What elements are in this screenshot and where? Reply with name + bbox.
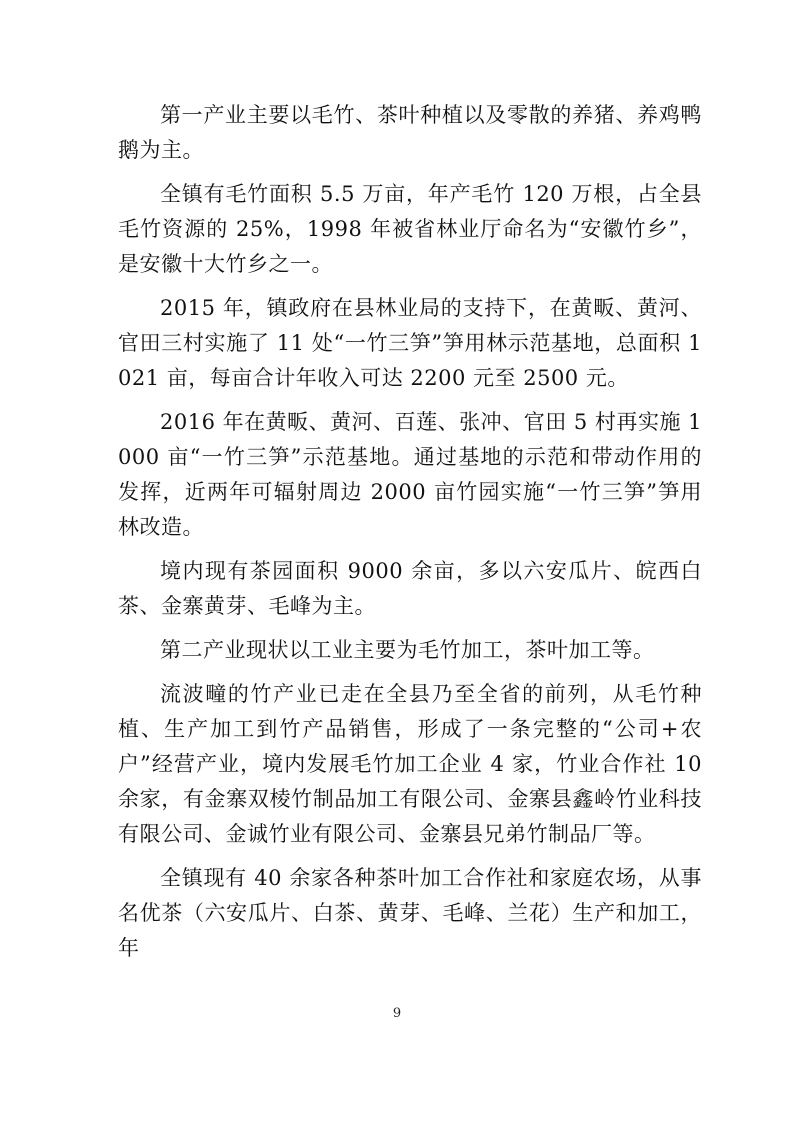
paragraph-bamboo-area: 全镇有毛竹面积 5.5 万亩，年产毛竹 120 万根，占全县毛竹资源的 25%，1998 年被省林业厅命名为“安徽竹乡”，是安徽十大竹乡之一。 [118, 182, 702, 276]
document-body [118, 98, 702, 975]
paragraph-tea-processing: 全镇现有 40 余家各种茶叶加工合作社和家庭农场，从事名优茶（六安瓜片、白茶、黄芽、毛峰、兰花）生产和加工，年 [118, 866, 702, 960]
paragraph-secondary-industry: 第二产业现状以工业主要为毛竹加工，茶叶加工等。 [160, 638, 655, 662]
paragraph-primary-industry: 第一产业主要以毛竹、茶叶种植以及零散的养猪、养鸡鸭鹅为主。 [118, 103, 702, 162]
paragraph-2016-demonstration: 2016 年在黄畈、黄河、百莲、张冲、官田 5 村再实施 1000 亩“一竹三笋”示范基地。通过基地的示范和带动作用的发挥，近两年可辐射周边 2000 亩竹园实施“一竹三笋”笋用林改造。 [118, 410, 702, 539]
paragraph-bamboo-industry: 流波疃的竹产业已走在全县乃至全省的前列，从毛竹种植、生产加工到竹产品销售，形成了一条完整的“公司+农户”经营产业，境内发展毛竹加工企业 4 家，竹业合作社 10 余家，有金寨双棱竹制品加工有限公司、金寨县鑫岭竹业科技有限公司、金诚竹业有限公司、金寨县兄弟竹制品厂等。 [118, 682, 702, 846]
page-number: 9 [392, 1006, 402, 1021]
paragraph-2015-demonstration: 2015 年，镇政府在县林业局的支持下，在黄畈、黄河、官田三村实施了 11 处“一竹三笋”笋用林示范基地，总面积 1021 亩，每亩合计年收入可达 2200 元至 2500 元。 [118, 296, 702, 390]
paragraph-tea-gardens: 境内现有茶园面积 9000 余亩，多以六安瓜片、皖西白茶、金寨黄芽、毛峰为主。 [118, 559, 702, 618]
